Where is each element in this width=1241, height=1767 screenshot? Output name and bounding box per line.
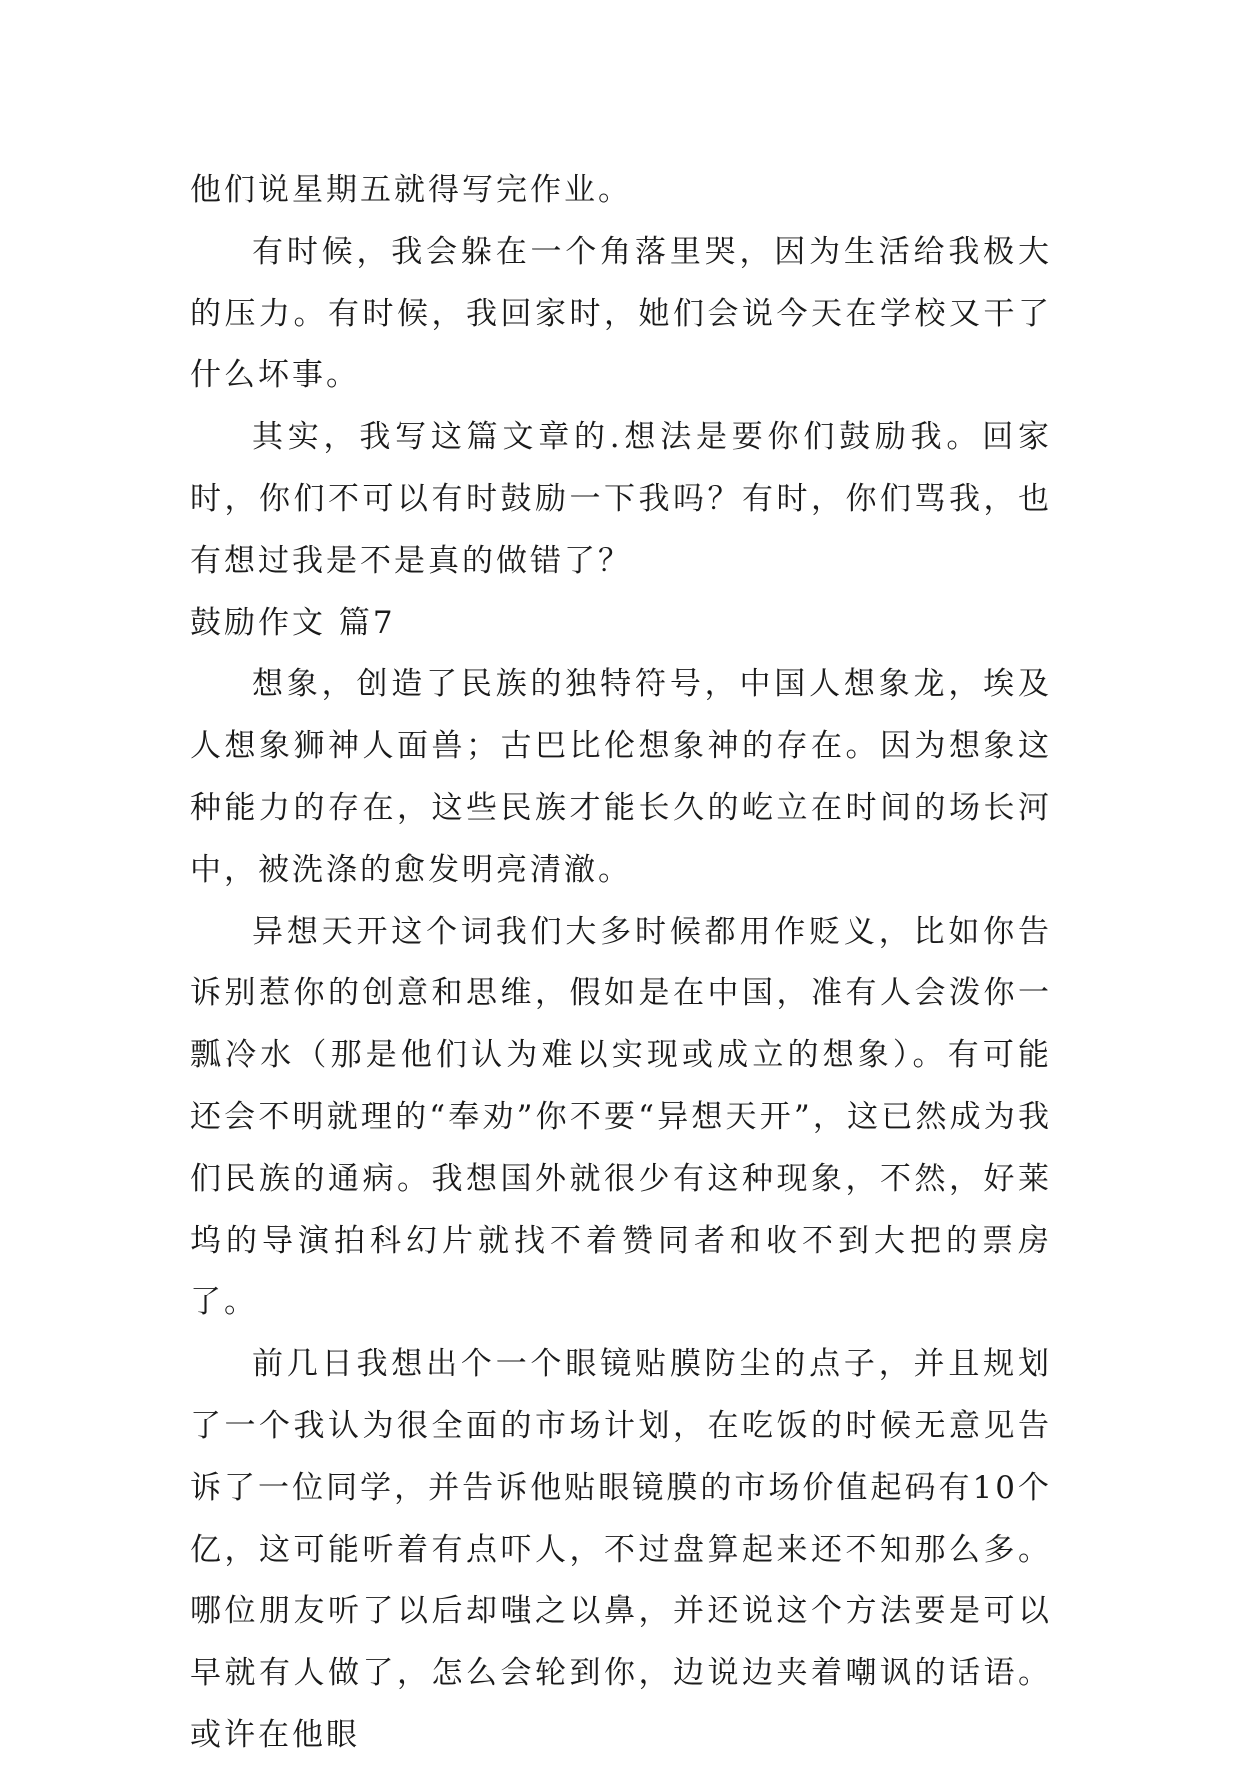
paragraph-encourage-me: 其实，我写这篇文章的.想法是要你们鼓励我。回家时，你们不可以有时鼓励一下我吗？有时，你们骂我，也有想过我是不是真的做错了？ <box>190 419 1052 579</box>
section-title: 鼓励作文 篇7 <box>190 604 396 641</box>
paragraph-imagination: 想象，创造了民族的独特符号，中国人想象龙，埃及人想象狮神人面兽；古巴比伦想象神的存在。因为想象这种能力的存在，这些民族才能长久的屹立在时间的场长河中，被洗涤的愈发明亮清澈。 <box>190 666 1052 888</box>
paragraph-homework: 他们说星期五就得写完作业。 <box>190 172 632 208</box>
paragraph-crying-pressure: 有时候，我会躲在一个角落里哭，因为生活给我极大的压力。有时候，我回家时，她们会说今天在学校又干了什么坏事。 <box>190 233 1052 394</box>
paragraph-glasses-film: 前几日我想出个一个眼镜贴膜防尘的点子，并且规划了一个我认为很全面的市场计划，在吃饭的时候无意见告诉了一位同学，并告诉他贴眼镜膜的市场价值起码有10个亿，这可能听着有点吓人，不过盘算起来还不知那么多。哪位朋友听了以后却嗤之以鼻，并还说这个方法要是可以早就有人做了，怎么会轮到你，边说边夹着嘲讽的话语。或许在他眼 <box>190 1346 1052 1753</box>
document-body <box>190 160 1052 1767</box>
paragraph-whimsical: 异想天开这个词我们大多时候都用作贬义，比如你告诉别惹你的创意和思维，假如是在中国，准有人会泼你一瓢冷水（那是他们认为难以实现或成立的想象）。有可能还会不明就理的“奉劝”你不要“异想天开”，这已然成为我们民族的通病。我想国外就很少有这种现象，不然，好莱坞的导演拍科幻片就找不着赞同者和收不到大把的票房了。 <box>190 913 1052 1321</box>
